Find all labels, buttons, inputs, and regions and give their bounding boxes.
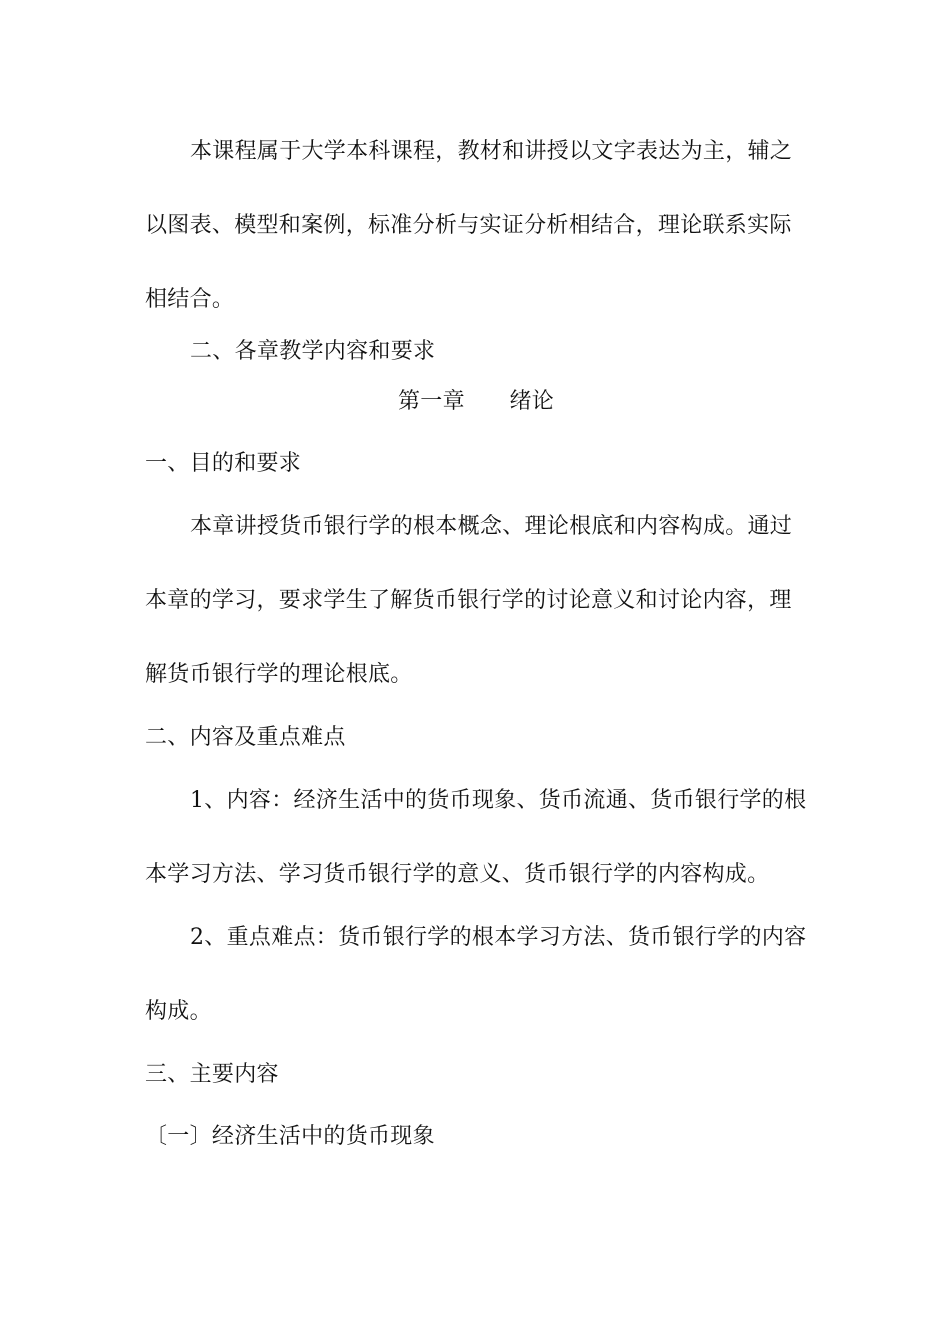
paragraph-line: 本学习方法、学习货币银行学的意义、货币银行学的内容构成。 (145, 862, 770, 887)
subsection-heading: 二、内容及重点难点 (145, 725, 346, 750)
paragraph-line: 本课程属于大学本科课程，教材和讲授以文字表达为主，辅之 (190, 139, 793, 164)
paragraph-line: 解货币银行学的理论根底。 (145, 662, 413, 687)
section-heading: 二、各章教学内容和要求 (190, 339, 436, 364)
chapter-title: 第一章 绪论 (398, 389, 555, 414)
paragraph-line: 相结合。 (145, 287, 235, 312)
item-heading: 〔一〕经济生活中的货币现象 (145, 1124, 435, 1149)
paragraph-line: 1、内容：经济生活中的货币现象、货币流通、货币银行学的根 (190, 788, 807, 813)
subsection-heading: 一、目的和要求 (145, 451, 302, 476)
paragraph-line: 构成。 (145, 999, 212, 1024)
subsection-heading: 三、主要内容 (145, 1062, 279, 1087)
paragraph-line: 本章的学习，要求学生了解货币银行学的讨论意义和讨论内容，理 (145, 588, 792, 613)
paragraph-line: 2、重点难点：货币银行学的根本学习方法、货币银行学的内容 (190, 925, 807, 950)
paragraph-line: 以图表、模型和案例，标准分析与实证分析相结合，理论联系实际 (145, 213, 792, 238)
paragraph-line: 本章讲授货币银行学的根本概念、理论根底和内容构成。通过 (190, 514, 793, 539)
